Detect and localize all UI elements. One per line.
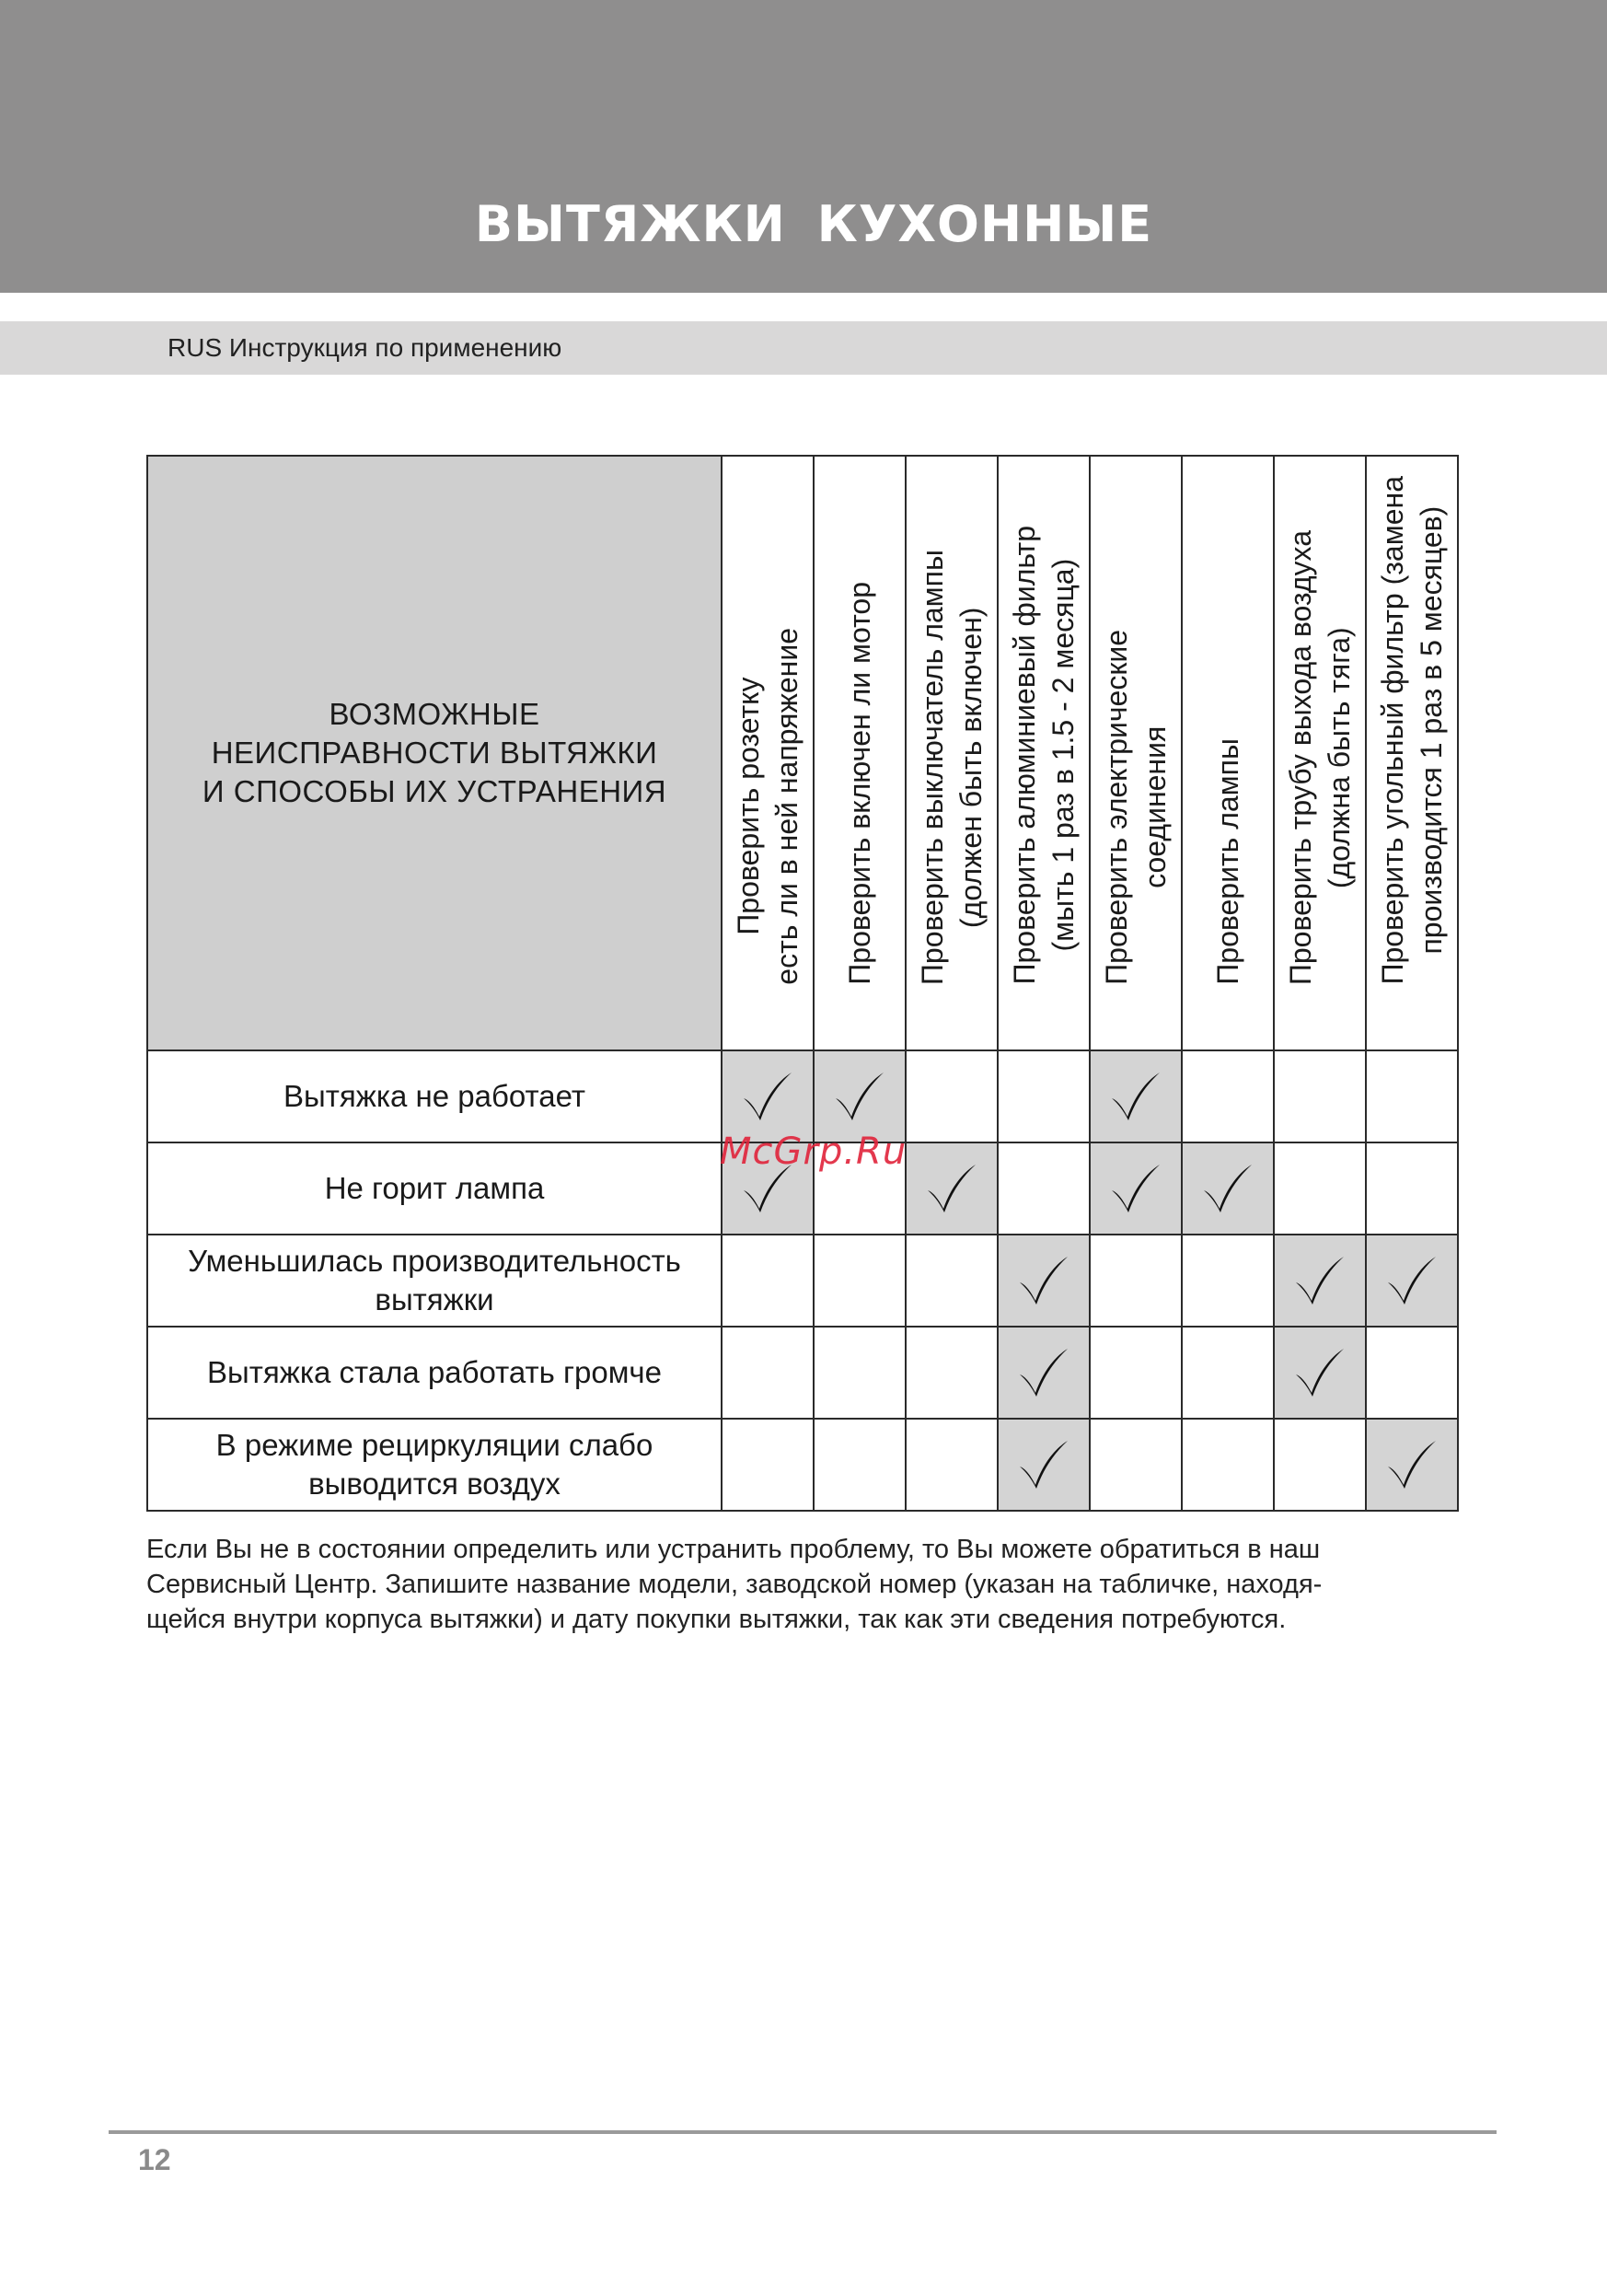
column-header-text: Проверить алюминиевый фильтр (мыть 1 раз в 1.5 - 2 месяца)	[1008, 526, 1080, 985]
corner-line: ВОЗМОЖНЫЕ	[329, 697, 540, 731]
column-header-text: Проверить включен ли мотор	[843, 582, 876, 985]
check-cell	[1366, 1327, 1458, 1419]
check-cell	[1090, 1050, 1182, 1142]
check-icon	[1292, 1253, 1347, 1308]
table-row	[147, 1235, 1458, 1327]
footer-divider	[109, 2130, 1497, 2134]
corner-line: И СПОСОБЫ ИХ УСТРАНЕНИЯ	[202, 774, 667, 808]
check-cell	[1090, 1419, 1182, 1511]
check-icon	[1108, 1069, 1163, 1124]
note-line: Сервисный Центр. Запишите название модели, заводской номер (указан на табличке, находя-	[146, 1570, 1323, 1599]
subheader-text: RUS Инструкция по применению	[168, 333, 562, 362]
row-label	[147, 1327, 722, 1419]
check-cell	[814, 1235, 906, 1327]
column-header-text: Проверить лампы	[1211, 738, 1244, 985]
check-cell	[1366, 1050, 1458, 1142]
check-icon	[832, 1069, 887, 1124]
check-cell	[1182, 1142, 1274, 1235]
table-row	[147, 1327, 1458, 1419]
check-icon	[1292, 1345, 1347, 1400]
column-header	[1366, 456, 1458, 1050]
check-cell	[998, 1050, 1090, 1142]
column-header	[814, 456, 906, 1050]
check-cell	[722, 1419, 814, 1511]
check-icon	[1108, 1161, 1163, 1216]
check-icon	[1016, 1253, 1071, 1308]
check-cell	[998, 1142, 1090, 1235]
check-cell	[1182, 1235, 1274, 1327]
check-cell	[998, 1419, 1090, 1511]
check-cell	[998, 1327, 1090, 1419]
check-cell	[1274, 1142, 1366, 1235]
note-line: Если Вы не в состоянии определить или устранить проблему, то Вы можете обратиться в наш	[146, 1535, 1321, 1564]
troubleshooting-table	[146, 455, 1459, 1512]
check-cell	[906, 1050, 998, 1142]
check-cell	[906, 1327, 998, 1419]
row-label	[147, 1235, 722, 1327]
column-header	[1274, 456, 1366, 1050]
check-cell	[906, 1419, 998, 1511]
page-title: ВЫТЯЖКИ КУХОННЫЕ	[474, 195, 1153, 253]
column-header-text: Проверить розетку есть ли в ней напряжение	[732, 628, 804, 985]
row-label-line: вытяжки	[375, 1282, 494, 1316]
check-cell	[906, 1235, 998, 1327]
check-cell	[814, 1050, 906, 1142]
check-cell	[722, 1327, 814, 1419]
column-header	[1182, 456, 1274, 1050]
check-icon	[1016, 1345, 1071, 1400]
check-cell	[722, 1050, 814, 1142]
table-body	[147, 1050, 1458, 1511]
watermark-text: McGrp.Ru	[720, 1131, 908, 1173]
page-number: 12	[138, 2143, 171, 2176]
check-cell	[1182, 1050, 1274, 1142]
row-label-line: Не горит лампа	[324, 1171, 545, 1205]
check-icon	[1016, 1437, 1071, 1492]
check-cell	[1366, 1235, 1458, 1327]
check-cell	[1366, 1419, 1458, 1511]
check-cell	[1182, 1419, 1274, 1511]
check-cell	[1366, 1142, 1458, 1235]
check-cell	[1274, 1419, 1366, 1511]
table-row	[147, 1419, 1458, 1511]
check-cell	[998, 1235, 1090, 1327]
check-cell	[814, 1327, 906, 1419]
row-label-line: выводится воздух	[308, 1467, 561, 1501]
column-header-text: Проверить трубу выхода воздуха (должна быть тяга)	[1284, 529, 1356, 985]
check-cell	[906, 1142, 998, 1235]
column-header-text: Проверить угольный фильтр (замена производится 1 раз в 5 месяцев)	[1376, 476, 1448, 985]
table-row	[147, 1050, 1458, 1142]
check-icon	[924, 1161, 979, 1216]
check-icon	[1200, 1161, 1255, 1216]
row-label	[147, 1419, 722, 1511]
column-header	[998, 456, 1090, 1050]
check-icon	[1384, 1437, 1439, 1492]
check-cell	[1090, 1235, 1182, 1327]
check-cell	[1274, 1050, 1366, 1142]
header-row	[147, 456, 1458, 1050]
check-cell	[814, 1419, 906, 1511]
row-label-line: В режиме рециркуляции слабо	[215, 1428, 653, 1462]
note-line: щейся внутри корпуса вытяжки) и дату покупки вытяжки, так как эти сведения потребуются.	[146, 1605, 1287, 1634]
check-icon	[1384, 1253, 1439, 1308]
column-header	[906, 456, 998, 1050]
check-cell	[1090, 1142, 1182, 1235]
row-label-line: Вытяжка стала работать громче	[207, 1355, 662, 1389]
row-label-line: Уменьшилась производительность	[188, 1244, 681, 1278]
check-icon	[740, 1069, 795, 1124]
row-label	[147, 1142, 722, 1235]
check-cell	[722, 1235, 814, 1327]
check-cell	[1274, 1327, 1366, 1419]
row-label	[147, 1050, 722, 1142]
check-cell	[1274, 1235, 1366, 1327]
column-header	[1090, 456, 1182, 1050]
column-header-text: Проверить выключатель лампы (должен быть включен)	[916, 549, 988, 985]
row-label-line: Вытяжка не работает	[283, 1079, 585, 1113]
table-corner-heading	[147, 456, 722, 1050]
column-header	[722, 456, 814, 1050]
check-cell	[1090, 1327, 1182, 1419]
service-note	[146, 1532, 1472, 1637]
column-header-text: Проверить электрические соединения	[1100, 630, 1172, 985]
corner-line: НЕИСПРАВНОСТИ ВЫТЯЖКИ	[211, 736, 658, 770]
check-cell	[1182, 1327, 1274, 1419]
